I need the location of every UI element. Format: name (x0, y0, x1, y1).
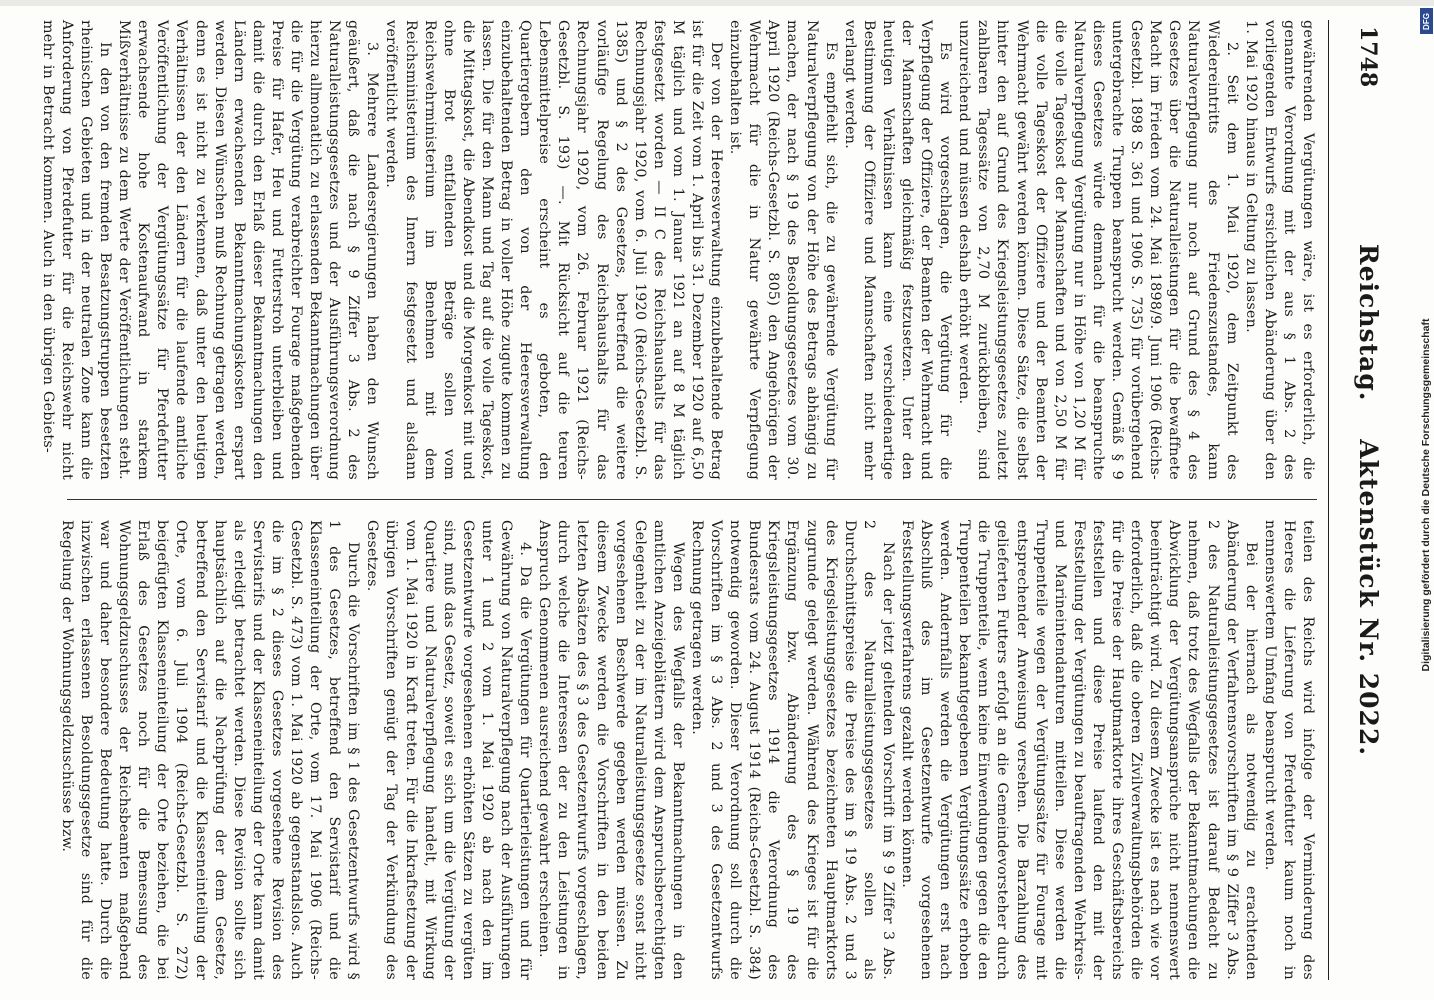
text-columns (39, 20, 1317, 980)
scan-edge (0, 0, 1434, 6)
paragraph: Es wird vorgeschlagen, die Vergütung für die Verpflegung der Offiziere, der Beamten der Wehrmacht und der Mannschaften gleichmäßig festzusetzen. Unter den heutigen Verhältnissen kann eine verschiedenartige Bestimmung der Offiziere und Mannschaften nicht mehr verlangt werden. (841, 20, 954, 480)
paragraph: Bei der hiernach als notwendig zu erachtenden Abänderung der Verfahrensvorschriften im § 9 Ziffer 3 Abs. 2 des Naturalleistungsgesetzes ist darauf Bedacht zu nehmen, daß trotz des Wegfalls der Bekanntmachungen die Abwicklung der Vergütungsansprüche nicht nennenswert beeinträchtigt wird. Zu diesem Zwecke ist es nach wie vor erforderlich, daß die oberen Zivilverwaltungsbehörden die für die Preise der Hauptmarktorte ihres Geschäftsbereichs feststellen und diese Preise laufend den mit der Feststellung der Vergütungen zu beauftragenden Wehrkreis- und Marineintendanturen mitteilen. Diese werden die Truppenteile wegen der Vergütungssätze für Fourage mit entsprechender Anweisung versehen. Die Barzahlung des gelieferten Futters erfolgt an die Gemeindevorsteher durch die Truppenteile, wenn keine Einwendungen gegen die den Truppenteilen bekanntgegebenen Vergütungssätze erhoben werden. Andernfalls werden die Vergütungen erst nach Abschluß des im Gesetzentwurfe vorgesehenen Feststellungsverfahrens gezahlt werden können. (899, 520, 1259, 980)
paragraph: gewährenden Vergütungen wäre, ist es erforderlich, die genannte Verordnung mit der aus § 1 Abs. 2 des vorliegenden Entwurfs ersichtlichen Abänderung über den 1. Mai 1920 hinaus in Geltung zu lassen. (1242, 20, 1316, 480)
paragraph: Nach der jetzt geltenden Vorschrift im § 9 Ziffer 3 Abs. 2 des Naturalleistungsgesetzes sollen als Durchschnittspreise die Preise des im § 19 Abs. 2 und 3 des Kriegsleistungsgesetzes bezeichneten Hauptmarktorts zugrunde gelegt werden. Während des Krieges ist für die Ergänzung bzw. Abänderung des § 19 des Kriegsleistungsgesetzes 1914 die Verordnung des Bundesrats vom 24. August 1914 (Reichs-Gesetzbl. S. 384) notwendig geworden. Dieser Verordnung soll durch die Vorschriften im § 3 Abs. 2 und 3 des Gesetzentwurfs Rechnung getragen werden. (689, 520, 896, 980)
paragraph: Wegen des Wegfalls der Bekanntmachungen in den amtlichen Anzeigeblättern wird dem Anspruchsberechtigten Gelegenheit zu der im Naturalleistungsgesetze sonst nicht vorgesehenen Beschwerde gegeben werden müssen. Zu diesem Zwecke werden die Vorschriften in den beiden letzten Absätzen des § 3 des Gesetzentwurfs vorgeschlagen, durch welche die Interessen der zu den Leistungen in Anspruch Genommenen ausreichend gewahrt erscheinen. (536, 520, 686, 980)
rotated-document-page (39, 20, 1387, 980)
paragraph: 2. Seit dem 1. Mai 1920, dem Zeitpunkt des Wiedereintritts des Friedenszustandes, kann Naturalverpflegung nur noch auf Grund des § 4 des Gesetzes über die Naturalleistungen für die bewaffnete Macht im Frieden vom 24. Mai 1898/9. Juni 1906 (Reichs-Gesetzbl. 1898 S. 361 und 1906 S. 735) für vorübergehend untergebrachte Truppen beansprucht werden. Gemäß § 9 dieses Gesetzes würde demnach für die beanspruchte Naturalverpflegung Vergütung nur in Höhe von 1,20 M für die volle Tageskost der Mannschaften und von 2,50 M für die volle Tageskost der Offiziere und der Beamten der Wehrmacht gewährt werden können. Diese Sätze, die selbst hinter den auf Grund des Kriegsleistungsgesetzes zuletzt zahlbaren Tagessätze von 2,70 M zurückbleiben, sind unzureichend und müssen deshalb erhöht werden. (956, 20, 1240, 480)
digitization-credit: Digitalisierung gefördert durch die Deutsche Forschungsgemeinschaft (1420, 318, 1432, 672)
running-title-left: Reichstag. (1354, 243, 1383, 402)
paragraph: 4. Da die Vergütungen für Quartierleistungen und für Gewährung von Naturalverpflegung nach der Ausführungen unter 1 und 2 vom 1. Mai 1920 ab nach den im Gesetzentwurfe vorgesehenen erhöhten Sätzen zu vergüten sind, muß das Gesetz, soweit es sich um die Vergütung der Quartiere und Naturalverpflegung handelt, mit Wirkung vom 1. Mai 1920 in Kraft treten. Für die Inkraftsetzung der übrigen Vorschriften genügt der Tag der Verkündung des Gesetzes. (364, 520, 534, 980)
page-header (1328, 20, 1387, 980)
paragraph: teilen des Reichs wird infolge der Verminderung des Heeres die Lieferung von Pferdefutter kaum noch in nennenswertem Umfang beansprucht werden. (1261, 520, 1316, 980)
paragraph: 3. Mehrere Landesregierungen haben den Wunsch geäußert, daß die nach § 9 Ziffer 3 Abs. 2 des Naturalleistungsgesetzes und der Ausführungsverordnung hierzu allmonatlich zu erlassenden Bekanntmachungen über die für die Vergütung verabreichter Fourage maßgebenden Preise für Hafer, Heu und Futterstroh unterbleiben und damit die durch den Erlaß dieser Bekanntmachungen den Ländern erwachsenden Bekanntmachungskosten erspart werden. Diesen Wünschen muß Rechnung getragen werden, denn es ist nicht zu verkennen, daß unter den heutigen Verhältnissen der den Ländern für die laufende amtliche Veröffentlichung der Vergütungssätze für Pferdefutter erwachsende hohe Kostenaufwand in starkem Mißverhältnisse zu dem Werte der Veröffentlichungen steht. (116, 20, 381, 481)
left-column (39, 20, 1317, 481)
running-title (1354, 20, 1383, 980)
paragraph: In den von den fremden Besatzungstruppen besetzten rheinischen Gebieten und in der neutralen Zone kann die Anforderung von Pferdefutter für die Reichswehr nicht mehr in Betracht kommen. Auch in den übrigen Gebiets- (39, 20, 114, 480)
right-column (57, 520, 1317, 980)
running-title-right: Aktenstück Nr. 2022. (1354, 439, 1383, 757)
paragraph: Durch die Vorschriften im § 1 des Gesetzentwurfs wird § 1 des Gesetzes, betreffend den Servistarif und die Klasseneinteilung der Orte, vom 17. Mai 1906 (Reichs-Gesetzbl. S. 473) vom 1. Mai 1920 ab gegenstandslos. Auch die im § 2 dieses Gesetzes vorgesehene Revision des Servistarifs und der Klasseneinteilung der Orte kann damit als erledigt betrachtet werden. Diese Revision sollte sich hauptsächlich auf die Nachprüfung der dem Gesetze, betreffend den Servistarif und die Klasseneinteilung der Orte, vom 6. Juli 1904 (Reichs-Gesetzbl. S. 272) beigefügten Klasseneinteilung der Orte beziehen, die bei Erlaß des Gesetzes noch für die Bemessung des Wohnungsgeldzuschusses der Reichsbeamten maßgebend war und daher besondere Bedeutung hatte. Durch die inzwischen erlassenen Besoldungsgesetze sind für die Regelung der Wohnungsgeldzuschüsse bzw. (58, 520, 362, 980)
dfg-logo: DFG (1420, 8, 1433, 34)
paragraph: Es empfiehlt sich, die zu gewährende Vergütung für Naturalverpflegung von der Höhe des Betrags abhängig zu machen, der nach § 19 des Besoldungsgesetzes vom 30. April 1920 (Reichs-Gesetzbl. S. 805) den Angehörigen der Wehrmacht für die in Natur gewährte Verpflegung einzubehalten ist. (727, 20, 839, 480)
paragraph: Der von der Heeresverwaltung einzubehaltende Betrag ist für die Zeit vom 1. April bis 31. Dezember 1920 auf 6,50 M täglich und vom 1. Januar 1921 an auf 8 M täglich festgesetzt worden — II C des Reichshaushalts für das Rechnungsjahr 1920, vom 6. Juli 1920 (Reichs-Gesetzbl. S. 1385) und § 2 des Gesetzes, betreffend die weitere vorläufige Regelung des Reichshaushalts für das Rechnungsjahr 1920, vom 26. Februar 1921 (Reichs-Gesetzbl. S. 193) —. Mit Rücksicht auf die teuren Lebensmittelpreise erscheint es geboten, den Quartiergebern den von der Heeresverwaltung einzubehaltenden Betrag in voller Höhe zugute kommen zu lassen. Die für den Mann und Tag auf die volle Tageskost, die Mittagskost, die Abendkost und die Morgenkost mit und ohne Brot entfallenden Beträge sollen vom Reichswehrministerium im Benehmen mit dem Reichsministerium des Innern festgesetzt und alsdann veröffentlicht werden. (383, 20, 725, 480)
page-number: 1748 (1355, 26, 1381, 88)
